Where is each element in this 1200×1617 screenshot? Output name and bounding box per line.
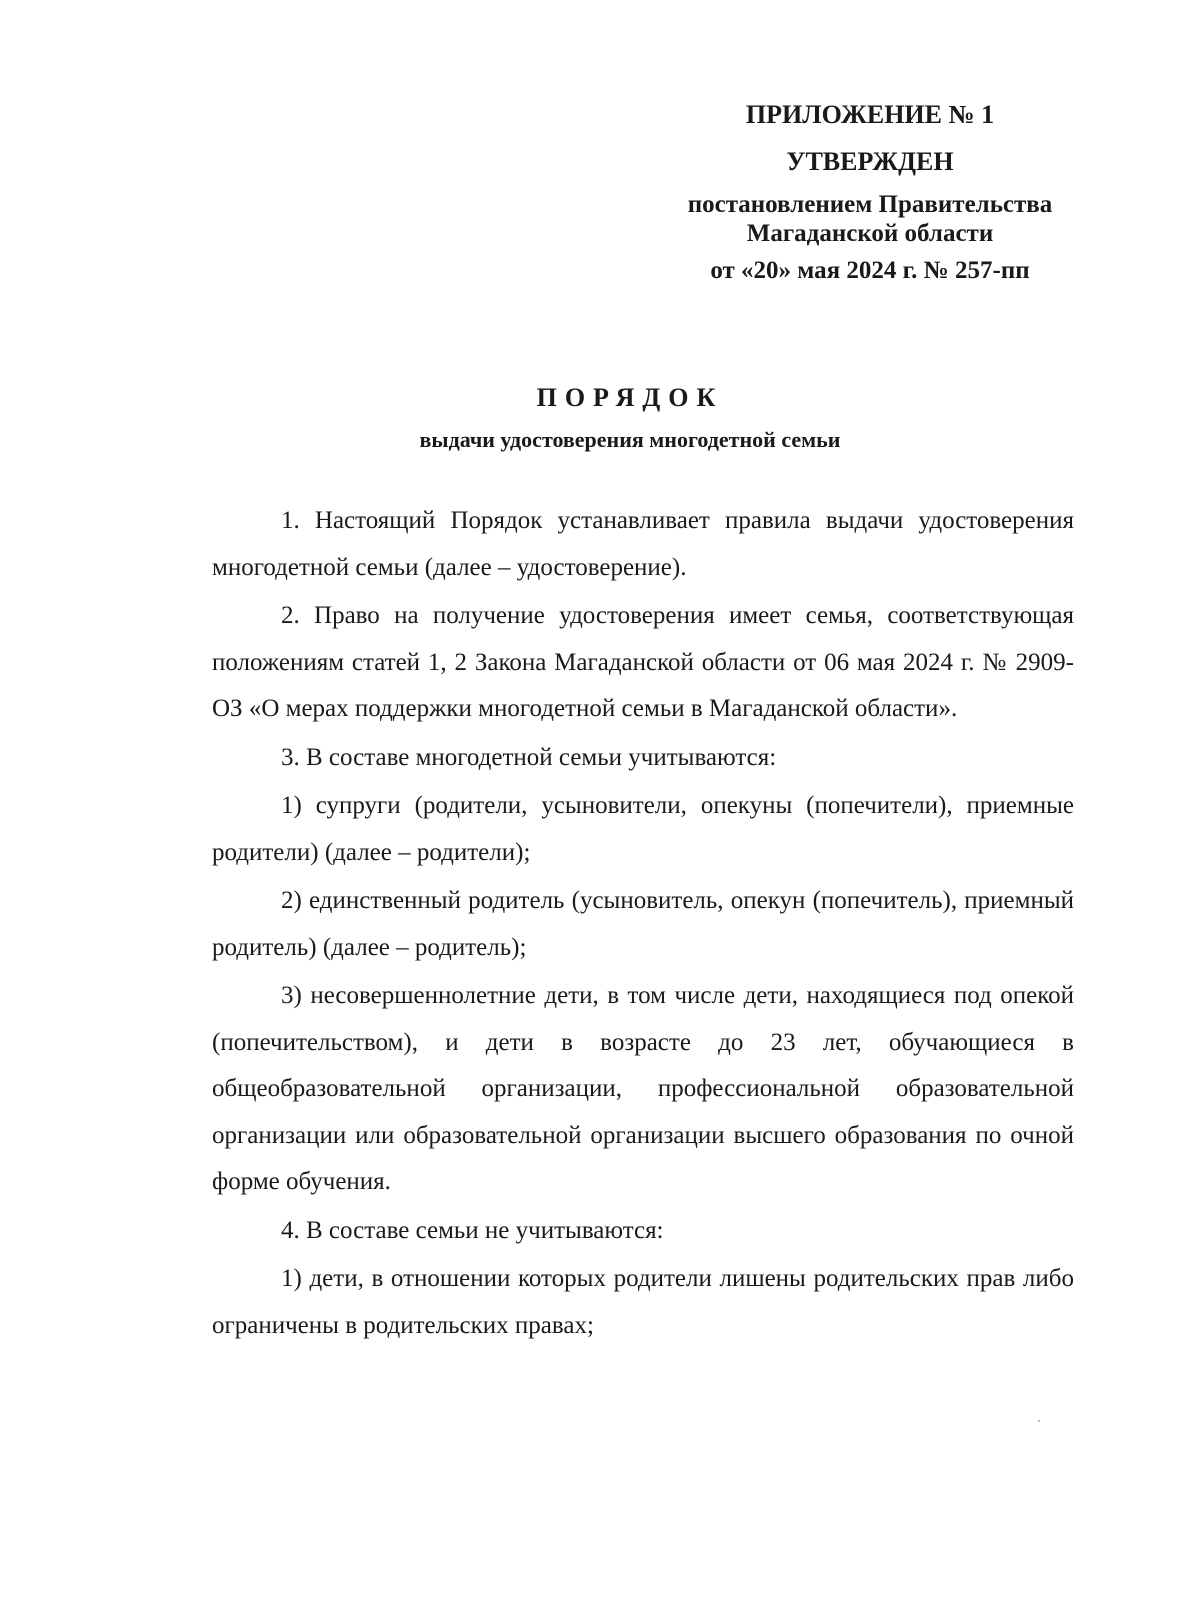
paragraph-2: 2. Право на получение удостоверения имеет семья, соответствующая положениям статей 1, 2 Закона Магаданской области от 06 мая 2024 г. № 2909-ОЗ «О мерах поддержки многодетной семьи в Магаданской области».	[212, 602, 1074, 722]
paragraph-3-item-2: 2) единственный родитель (усыновитель, опекун (попечитель), приемный родитель) (далее – родитель);	[212, 887, 1074, 961]
paragraph-1: 1. Настоящий Порядок устанавливает правила выдачи удостоверения многодетной семьи (далее – удостоверение).	[212, 507, 1074, 581]
paragraph-3-item-1: 1) супруги (родители, усыновители, опекуны (попечители), приемные родители) (далее – родители);	[212, 792, 1074, 866]
resolution-date: от «20» мая 2024 г. № 257-пп	[710, 257, 1030, 284]
paragraph-3-item-3: 3) несовершеннолетние дети, в том числе дети, находящиеся под опекой (попечительством), и дети в возрасте до 23 лет, обучающиеся в общеобразовательной организации, профессиональной образовательной организации или образовательной организации высшего образования по очной форме обучения.	[212, 982, 1074, 1195]
approval-header	[640, 100, 1100, 285]
paragraph-4: 4. В составе семьи не учитываются:	[281, 1216, 664, 1244]
resolution-line-2: Магаданской области	[746, 220, 994, 247]
document-body	[212, 498, 1074, 1351]
document-subtitle: выдачи удостоверения многодетной семьи	[419, 427, 841, 452]
appendix-label: ПРИЛОЖЕНИЕ № 1	[745, 100, 995, 129]
paragraph-4-item-1: 1) дети, в отношении которых родители лишены родительских прав либо ограничены в родительских правах;	[212, 1265, 1074, 1339]
approved-label: УТВЕРЖДЕН	[786, 147, 954, 176]
document-title: ПОРЯДОК	[536, 383, 724, 412]
paragraph-3: 3. В составе многодетной семьи учитываются:	[281, 743, 777, 771]
scan-speck	[1038, 1420, 1040, 1422]
resolution-line-1: постановлением Правительства	[687, 191, 1053, 218]
